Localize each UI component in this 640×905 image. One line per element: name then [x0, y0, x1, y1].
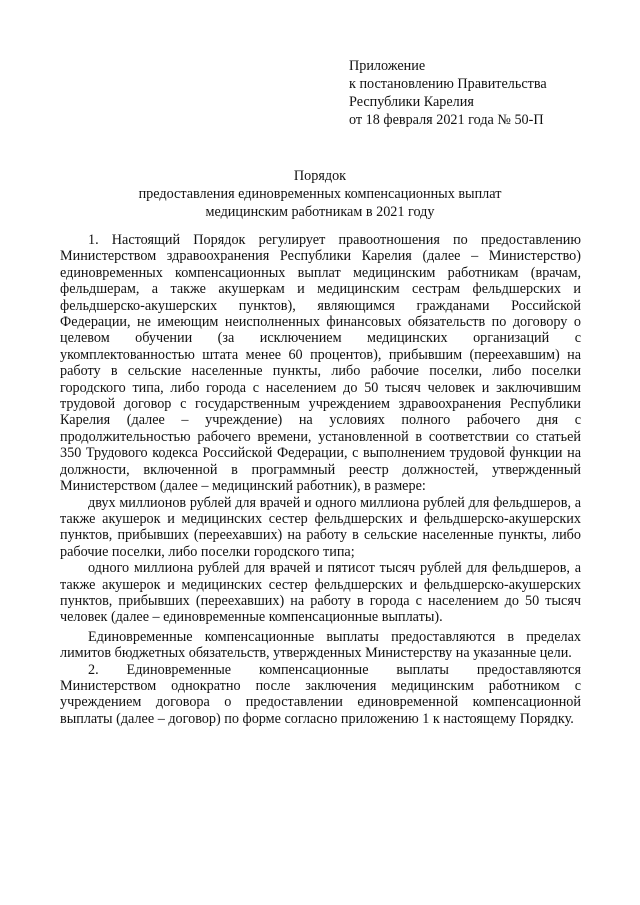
paragraph: 1. Настоящий Порядок регулирует правоотношения по предоставлению Министерством здравоохранения Республики Карелия (далее – Министерство) единовременных компенсационных выплат медицинским работникам (врачам, фельдшерам, а также акушеркам и медицинским сестрам фельдшерских и фельдшерско-акушерских пунктов), являющимся гражданами Российской Федерации, не имеющим неисполненных финансовых обязательств по договору о целевом обучении (за исключением медицинских организаций с укомплектованностью штата менее 60 процентов), прибывшим (переехавшим) на работу в сельские населенные пункты, либо рабочие поселки, либо поселки городского типа, либо города с населением до 50 тысяч человек и заключившим трудовой договор с государственным учреждением здравоохранения Республики Карелия (далее – учреждение) на условиях полного рабочего дня с продолжительностью рабочего времени, установленной в соответствии со статьей 350 Трудового кодекса Российской Федерации, с выполнением трудовой функции на должности, включенной в программный реестр должностей, утвержденный Министерством (далее – медицинский работник), в размере: — [60, 232, 581, 495]
appendix-line: Республики Карелия — [349, 94, 474, 110]
appendix-line: Приложение — [349, 58, 426, 74]
document-title — [60, 167, 580, 221]
appendix-header — [349, 57, 547, 129]
paragraph: Единовременные компенсационные выплаты предоставляются в пределах лимитов бюджетных обязательств, утвержденных Министерству на указанные цели. — [60, 628, 581, 662]
title-line: Порядок — [293, 168, 347, 184]
paragraph: 2. Единовременные компенсационные выплаты предоставляются Министерством однократно после заключения медицинским работником с учреждением договора о предоставлении единовременной компенсационной выплаты (далее – договор) по форме согласно приложению 1 к настоящему Порядку. — [60, 661, 581, 727]
title-line: предоставления единовременных компенсационных выплат — [138, 186, 502, 202]
document-body — [60, 232, 581, 727]
appendix-line: от 18 февраля 2021 года № 50-П — [349, 112, 544, 128]
paragraph: двух миллионов рублей для врачей и одного миллиона рублей для фельдшеров, а также акушерок и медицинских сестер фельдшерских и фельдшерско-акушерских пунктов, прибывших (переехавших) на работу в сельские населенные пункты, либо рабочие поселки, либо поселки городского типа; — [60, 494, 581, 560]
title-line: медицинским работникам в 2021 году — [205, 204, 435, 220]
paragraph: одного миллиона рублей для врачей и пятисот тысяч рублей для фельдшеров, а также акушерок и медицинских сестер фельдшерских и фельдшерско-акушерских пунктов, прибывших (переехавших) на работу в города с населением до 50 тысяч человек (далее – единовременные компенсационные выплаты). — [60, 560, 581, 626]
appendix-line: к постановлению Правительства — [349, 76, 547, 92]
